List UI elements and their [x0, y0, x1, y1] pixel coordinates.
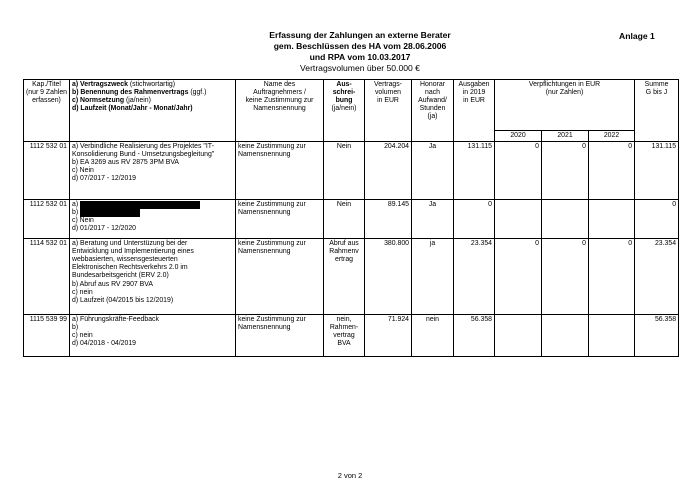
cell-kap: 1112 532 01 [24, 200, 70, 239]
cell-ausgaben: 131.115 [454, 142, 495, 200]
cell-ausschreibung: nein, Rahmen- vertrag BVA [324, 315, 365, 357]
header-year-2021: 2021 [542, 131, 589, 142]
cell-summe: 131.115 [635, 142, 679, 200]
cell-summe: 0 [635, 200, 679, 239]
cell-name: keine Zustimmung zur Namensnennung [236, 142, 324, 200]
header-year-2020: 2020 [495, 131, 542, 142]
cell-honorar: Ja [412, 200, 454, 239]
document-heading [200, 30, 520, 74]
header-ausschreibung: Aus- schrei- bung (ja/nein) [324, 80, 365, 142]
cell-name: keine Zustimmung zur Namensnennung [236, 315, 324, 357]
cell-ausschreibung: Abruf aus Rahmenv ertrag [324, 239, 365, 315]
table-row [24, 142, 679, 200]
cell-ausgaben: 56.358 [454, 315, 495, 357]
subtitle: Vertragsvolumen über 50.000 € [300, 63, 420, 73]
cell-zweck: a) Beratung und Unterstüzung bei der Entwicklung und Implementierung eines webbasierten, wissensgesteuerten Elektronischen Rechtsverkehrs 2.0 im Bundesarbeitsgericht (ERV 2.0) b) Abruf aus RV 2907 BVA c) nein d) Laufzeit (04/2015 bis 12/2019) [70, 239, 236, 315]
header-year-2022: 2022 [589, 131, 635, 142]
cell-2021 [542, 315, 589, 357]
anlage-label: Anlage 1 [619, 31, 655, 41]
cell-zweck: a) Führungskräfte-Feedback b) c) nein d) 04/2018 - 04/2019 [70, 315, 236, 357]
cell-zweck: a) Verbindliche Realisierung des Projektes "IT- Konsolidierung Bund - Umsetzungsbegleitung" b) EA 3269 aus RV 2875 3PM BVA c) Nein d) 07/2017 - 12/2019 [70, 142, 236, 200]
header-summe: Summe G bis J [635, 80, 679, 142]
header-kap-titel: Kap./Titel (nur 9 Zahlen erfassen) [24, 80, 70, 142]
redaction-bar [80, 209, 140, 217]
cell-2022 [589, 200, 635, 239]
cell-kap: 1115 539 99 [24, 315, 70, 357]
title-line-3: und RPA vom 10.03.2017 [309, 52, 411, 62]
cell-kap: 1112 532 01 [24, 142, 70, 200]
cell-2021: 0 [542, 142, 589, 200]
header-ausgaben-2019: Ausgaben in 2019 in EUR [454, 80, 495, 142]
cell-kap: 1114 532 01 [24, 239, 70, 315]
page-number: 2 von 2 [337, 471, 363, 480]
redaction-bar [80, 201, 200, 209]
cell-zweck: a) b) c) Nein d) 01/2017 - 12/2020 [70, 200, 236, 239]
cell-summe: 23.354 [635, 239, 679, 315]
cell-name: keine Zustimmung zur Namensnennung [236, 239, 324, 315]
cell-2022 [589, 315, 635, 357]
cell-ausgaben: 23.354 [454, 239, 495, 315]
cell-summe: 56.358 [635, 315, 679, 357]
cell-honorar: nein [412, 315, 454, 357]
header-vertragszweck: a) Vertragszweck (stichwortartig) b) Benennung des Rahmenvertrags (ggf.) c) Normsetzung (ja/nein) d) Laufzeit (Monat/Jahr - Monat/Jahr) [70, 80, 236, 142]
cell-honorar: Ja [412, 142, 454, 200]
cell-volumen: 89.145 [365, 200, 412, 239]
table-row [24, 200, 679, 239]
cell-volumen: 380.800 [365, 239, 412, 315]
cell-2020 [495, 200, 542, 239]
cell-2022: 0 [589, 239, 635, 315]
payments-table [23, 79, 679, 357]
cell-2020: 0 [495, 239, 542, 315]
cell-2020: 0 [495, 142, 542, 200]
cell-2021 [542, 200, 589, 239]
cell-2022: 0 [589, 142, 635, 200]
cell-volumen: 204.204 [365, 142, 412, 200]
cell-name: keine Zustimmung zur Namensnennung [236, 200, 324, 239]
cell-ausgaben: 0 [454, 200, 495, 239]
cell-2021: 0 [542, 239, 589, 315]
header-verpflichtungen: Verpflichtungen in EUR (nur Zahlen) [495, 80, 635, 131]
table-row [24, 239, 679, 315]
header-auftragnehmer: Name des Auftragnehmers / keine Zustimmung zur Namensnennung [236, 80, 324, 142]
cell-volumen: 71.924 [365, 315, 412, 357]
title-line-1: Erfassung der Zahlungen an externe Berater [269, 30, 451, 40]
cell-honorar: ja [412, 239, 454, 315]
cell-ausschreibung: Nein [324, 200, 365, 239]
table-row [24, 315, 679, 357]
header-honorar: Honorar nach Aufwand/ Stunden (ja) [412, 80, 454, 142]
cell-2020 [495, 315, 542, 357]
header-vertragsvolumen: Vertrags- volumen in EUR [365, 80, 412, 142]
cell-ausschreibung: Nein [324, 142, 365, 200]
title-line-2: gem. Beschlüssen des HA vom 28.06.2006 [273, 41, 447, 51]
